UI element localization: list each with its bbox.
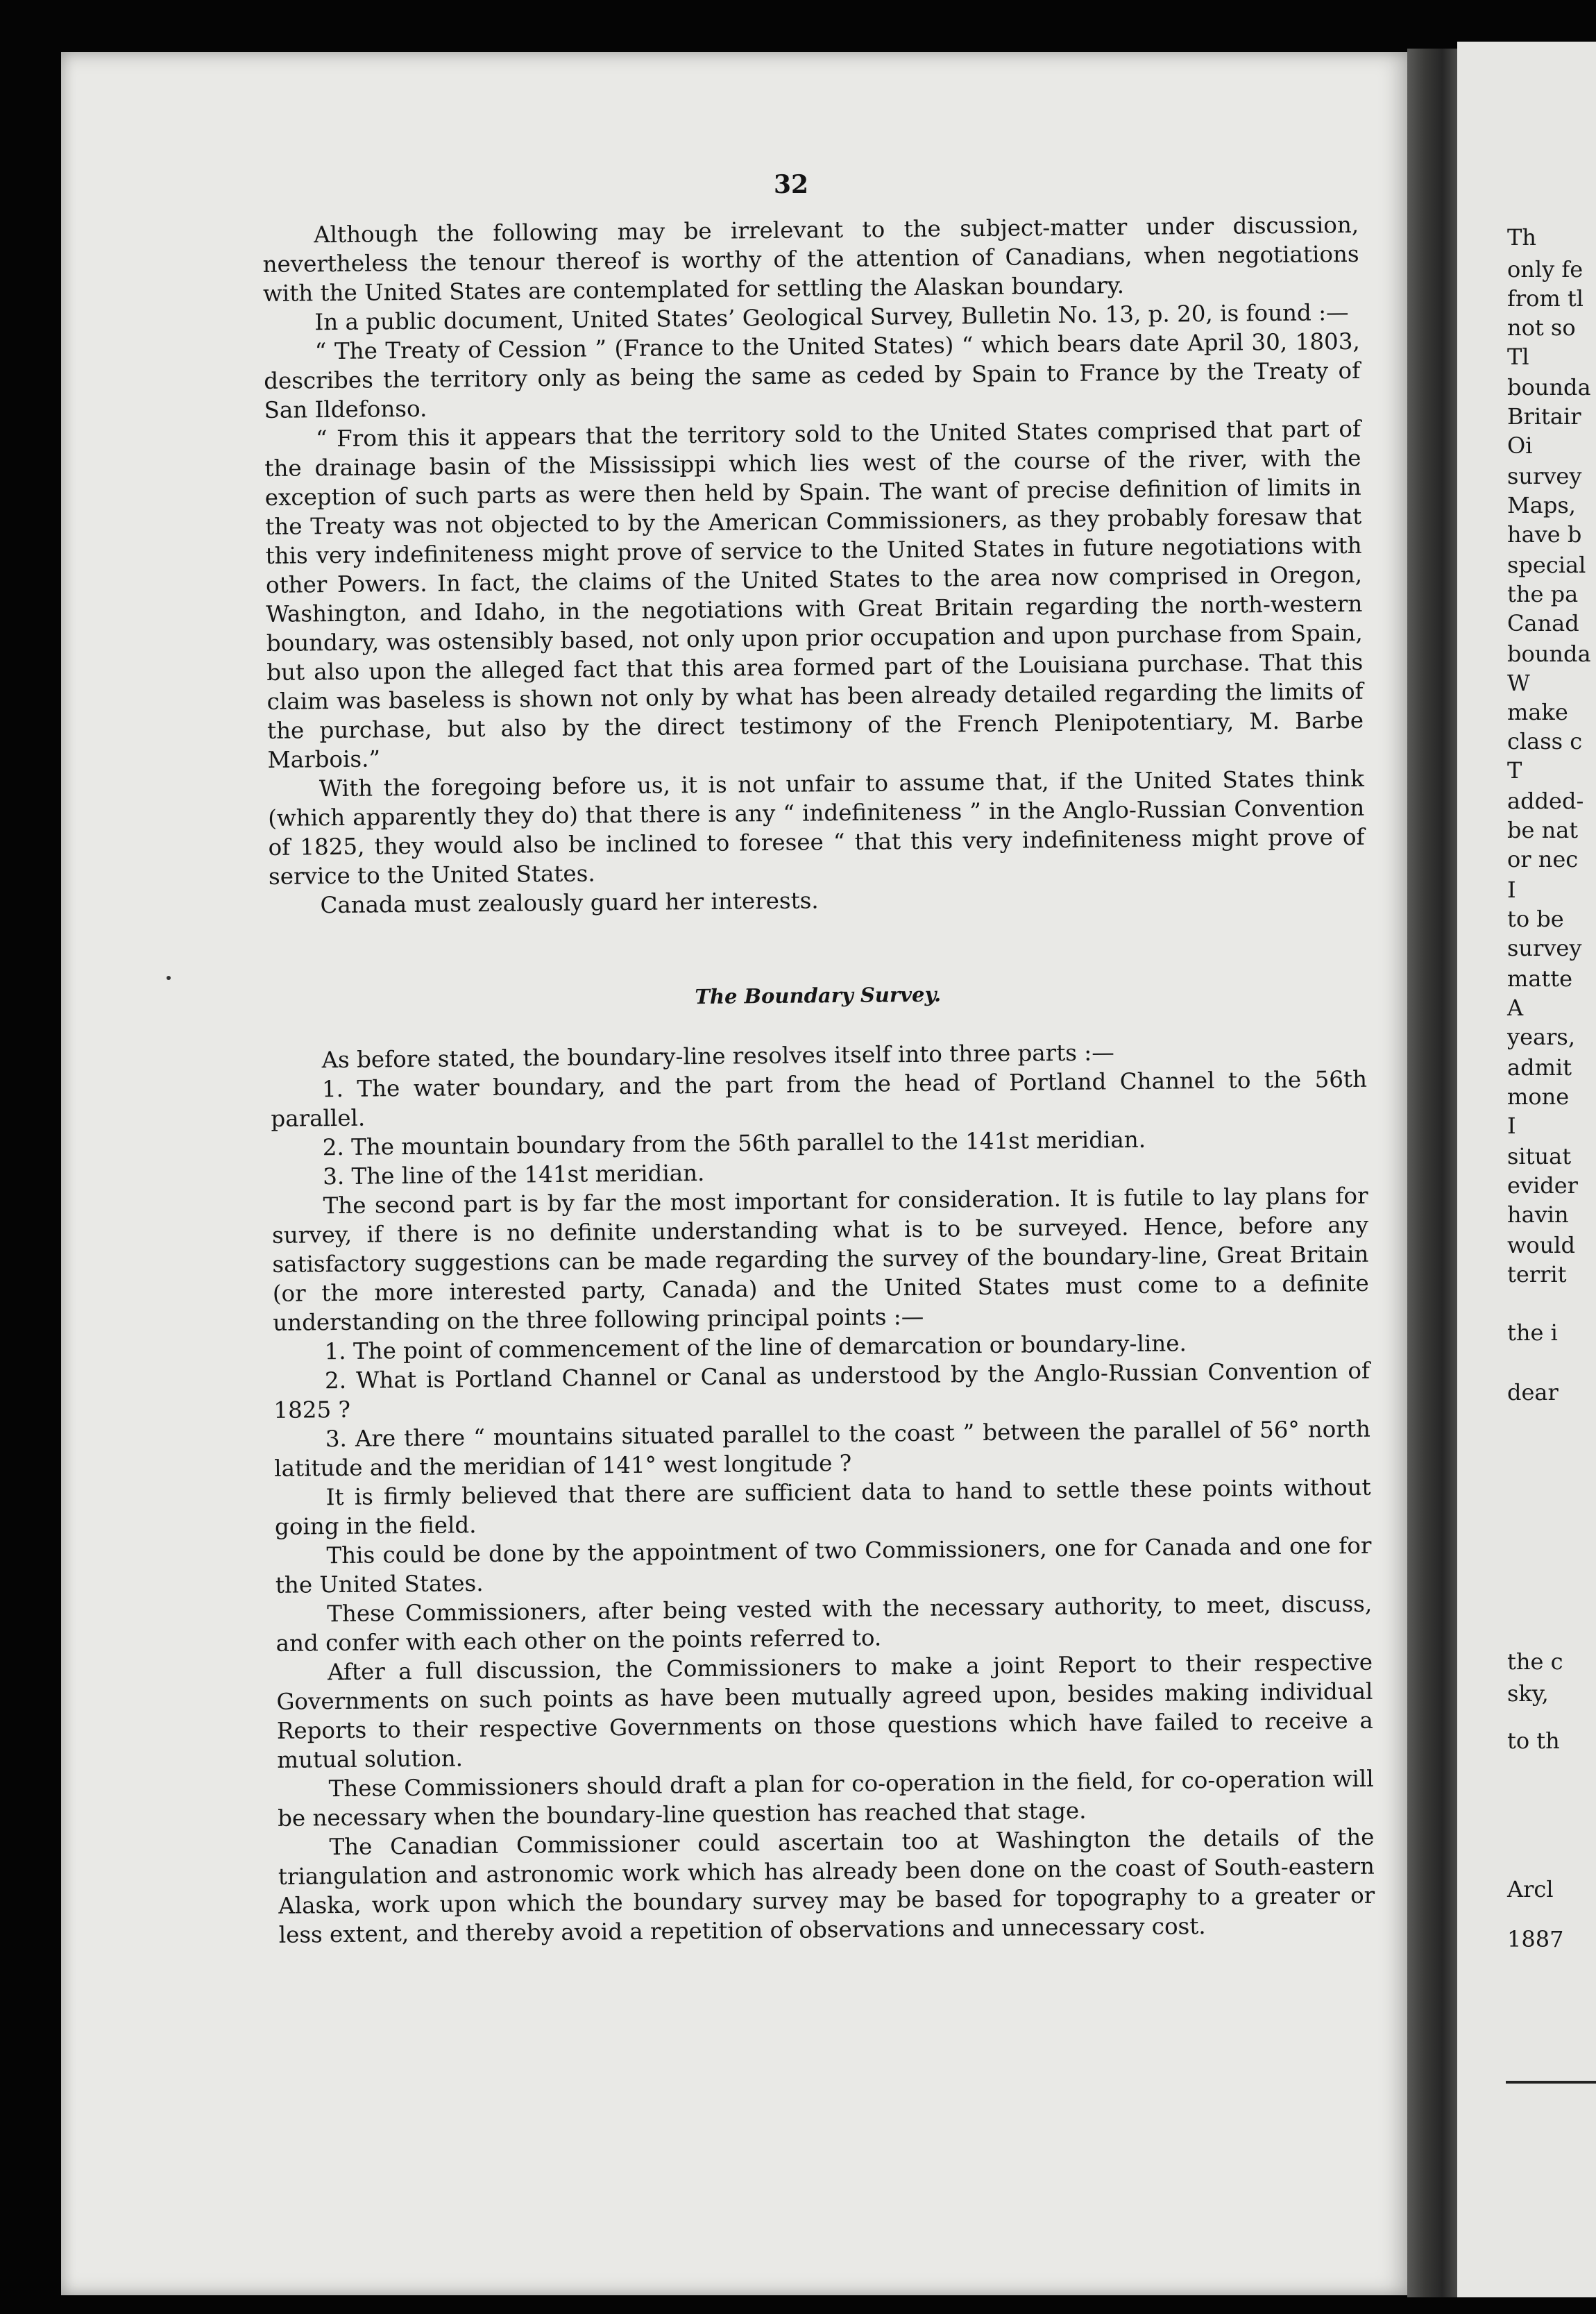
facing-page-line: added-	[1507, 788, 1584, 814]
facing-page-line: Maps,	[1507, 492, 1576, 518]
facing-page-line: Canad	[1507, 610, 1579, 636]
facing-page-line: survey	[1507, 935, 1582, 961]
book-gutter	[1407, 49, 1457, 2297]
facing-page-line: 1887	[1507, 1926, 1564, 1952]
facing-page-line: survey	[1507, 463, 1582, 489]
facing-page-line: bounda	[1507, 374, 1591, 400]
facing-page-line: W	[1507, 670, 1530, 696]
quoted-paragraph: “ The Treaty of Cession ” (France to the United States) “ which bears date April 30, 1803, describes the territory only as being the same as ceded by Spain to France by the Treaty of San Ildefonso.	[264, 328, 1361, 423]
facing-page-line: class c	[1507, 728, 1583, 754]
facing-page-line: I	[1507, 1113, 1516, 1139]
body-text	[262, 210, 1375, 1950]
list-item: 2. The mountain boundary from the 56th parallel to the 141st meridian.	[322, 1126, 1146, 1161]
list-item: 2. What is Portland Channel or Canal as understood by the Anglo-Russian Convention of 1825 ?	[273, 1357, 1370, 1424]
paragraph: These Commissioners should draft a plan for co-operation in the field, for co-operation will be necessary when the boundary-line question has reached that stage.	[277, 1765, 1374, 1832]
facing-page-line: mone	[1507, 1083, 1570, 1110]
quoted-paragraph: “ From this it appears that the territory sold to the United States comprised that part of the drainage basin of the Mississippi which lies west of the course of the river, with the exception of such parts as were then held by Spain. The want of precise definition of limits in the Treaty was not objected to by the American Commissioners, as they probably foresaw that this very indefiniteness might prove of service to the United States in future negotiations with other Powers. In fact, the claims of the United States to the area now comprised in Oregon, Washington, and Idaho, in the negotiations with Great Britain regarding the north-western boundary, was ostensibly based, not only upon prior occupation and upon purchase from Spain, but also upon the alleged fact that this area formed part of the Louisiana purchase. That this claim was baseless is shown not only by what has been already detailed regarding the limits of the purchase, but also by the direct testimony of the French Plenipotentiary, M. Barbe Marbois.”	[264, 415, 1364, 773]
paragraph: These Commissioners, after being vested with the necessary authority, to meet, discuss, and confer with each other on the points referred to.	[275, 1590, 1373, 1657]
facing-page-line: the i	[1507, 1319, 1558, 1346]
paragraph: This could be done by the appointment of two Commissioners, one for Canada and one for the United States.	[275, 1532, 1372, 1598]
facing-page-line: Tl	[1507, 344, 1529, 370]
facing-page-line: be nat	[1507, 817, 1579, 843]
facing-page-line: the c	[1507, 1648, 1563, 1675]
list-item: 3. Are there “ mountains situated parallel to the coast ” between the parallel of 56° north latitude and the meridian of 141° west longitude ?	[274, 1415, 1370, 1482]
facing-page-line: Britair	[1507, 403, 1581, 430]
paragraph: The second part is by far the most important for consideration. It is futile to lay plans for survey, if there is no definite understanding what is to be surveyed. Hence, before any satisfactory suggestions can be made regarding the survey of the boundary-line, Great Britain (or the more interested party, Canada) and the United States must come to a definite understanding on the three following principal points :—	[271, 1182, 1369, 1336]
facing-page-line: would	[1507, 1232, 1575, 1258]
facing-page-line: special	[1507, 552, 1586, 578]
paragraph: With the foregoing before us, it is not unfair to assume that, if the United States think (which apparently they do) that there is any “ indefiniteness ” in the Anglo-Russian Convention of 1825, they would also be inclined to foresee “ that this very indefiniteness might prove of service to the United States.	[268, 765, 1365, 890]
facing-page-line: admit	[1507, 1054, 1572, 1081]
paragraph: The Canadian Commissioner could ascertain too at Washington the details of the triangulation and astronomic work which has already been done on the coast of South-eastern Alaska, work upon which the boundary survey may be based for topography to a greater or less extent, and thereby avoid a repetition of observations and unnecessary cost.	[278, 1823, 1375, 1948]
paragraph: As before stated, the boundary-line resolves itself into three parts :—	[321, 1039, 1114, 1074]
facing-page-line: or nec	[1507, 846, 1579, 872]
facing-page-line: situat	[1507, 1143, 1572, 1169]
facing-page-line: the pa	[1507, 581, 1579, 607]
facing-page-line: Oi	[1507, 432, 1533, 459]
paragraph: It is firmly believed that there are sufficient data to hand to settle these points without going in the field.	[274, 1473, 1371, 1540]
facing-page-rule	[1506, 2081, 1596, 2084]
facing-page-line: Arcl	[1507, 1876, 1554, 1902]
facing-page-line: to th	[1507, 1728, 1560, 1754]
page-number: 32	[773, 170, 809, 199]
facing-page-line: A	[1507, 995, 1524, 1021]
facing-page-line: to be	[1507, 906, 1564, 932]
paragraph: Canada must zealously guard her interests.	[320, 887, 819, 919]
facing-page-line: bounda	[1507, 641, 1591, 667]
facing-page-line: T	[1507, 757, 1522, 784]
list-item: 1. The water boundary, and the part from the head of Portland Channel to the 56th parallel.	[271, 1065, 1368, 1132]
facing-page-line: havin	[1507, 1201, 1569, 1228]
facing-page-line: sky,	[1507, 1680, 1549, 1707]
paragraph: Although the following may be irrelevant to the subject-matter under discussion, nevertheless the tenour thereof is worthy of the attention of Canadians, when negotiations with the United States are contemplated for settling the Alaskan boundary.	[262, 211, 1359, 307]
facing-page-line: from tl	[1507, 285, 1584, 312]
paragraph: In a public document, United States’ Geological Survey, Bulletin No. 13, p. 20, is found :—	[314, 298, 1349, 336]
list-item: 3. The line of the 141st meridian.	[323, 1159, 705, 1190]
facing-page-line: matte	[1507, 965, 1573, 992]
section-heading: The Boundary Survey.	[695, 982, 942, 1009]
facing-page-line: only fe	[1507, 256, 1584, 282]
facing-page-line: have b	[1507, 521, 1582, 548]
facing-page-line: evider	[1507, 1172, 1578, 1199]
ink-speck	[167, 976, 171, 980]
facing-page-line: make	[1507, 699, 1568, 725]
facing-page-line: territ	[1507, 1261, 1567, 1287]
facing-page-line: dear	[1507, 1379, 1559, 1405]
facing-page-line: not so	[1507, 314, 1576, 341]
paragraph: After a full discussion, the Commissioners to make a joint Report to their respective Governments on such points as have been mutually agreed upon, besides making individual Reports to their respective Governments on those questions which have failed to receive a mutual solution.	[276, 1648, 1373, 1773]
facing-page-line: I	[1507, 877, 1516, 903]
list-item: 1. The point of commencement of the line of demarcation or boundary-line.	[324, 1330, 1187, 1365]
facing-page-line: Th	[1507, 224, 1536, 251]
facing-page-line: years,	[1507, 1024, 1575, 1050]
